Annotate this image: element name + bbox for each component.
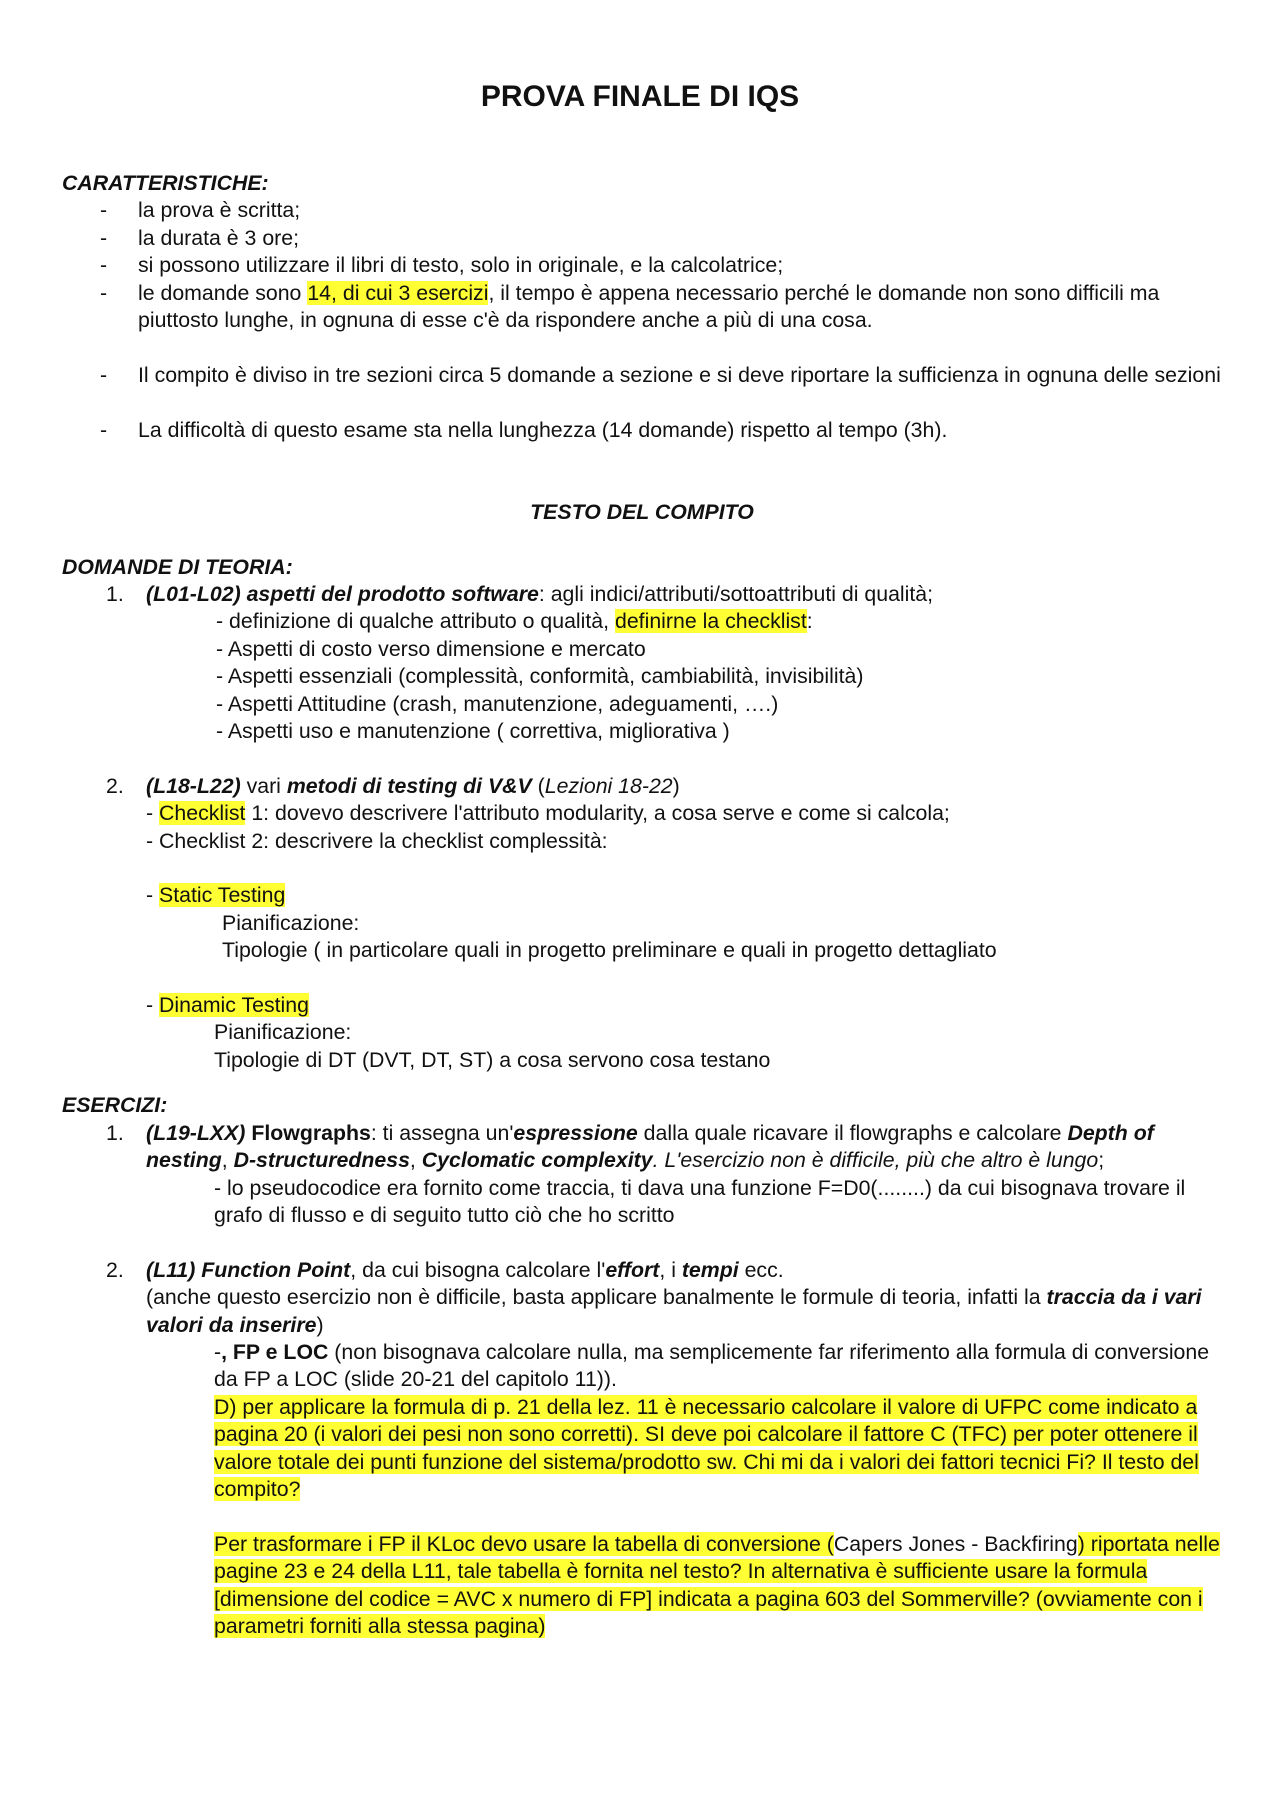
sub-item: - Aspetti essenziali (complessità, conformità, cambiabilità, invisibilità) — [216, 664, 864, 689]
text-span: ) — [672, 773, 680, 798]
sub-item: - Aspetti Attitudine (crash, manutenzione, adeguamenti, ….) — [216, 691, 779, 716]
highlighted-paragraph — [62, 1531, 1222, 1641]
list-item: - la durata è 3 ore; — [62, 225, 1222, 252]
sub-item: Tipologie ( in particolare quali in progetto preliminare e quali in progetto dettagliato — [222, 938, 997, 963]
lesson-code: (L19-LXX) — [146, 1120, 246, 1145]
text-span: , FP e LOC — [221, 1339, 329, 1364]
text-span: dalla quale ricavare il flowgraphs e calcolare — [637, 1120, 1068, 1145]
text-span: - definizione di qualche attributo o qualità, — [216, 609, 615, 634]
sub-item — [62, 992, 1222, 1019]
exercise-number: 2. — [106, 1257, 124, 1282]
lesson-code: (L18-L22) — [146, 773, 241, 798]
exercise-title: Flowgraphs — [245, 1120, 371, 1145]
text-span: . L'esercizio non è difficile, più che altro è lungo — [652, 1148, 1099, 1173]
text-span: , — [409, 1148, 422, 1173]
highlighted-text: Per trasformare i FP il KLoc devo usare la tabella di conversione ( — [214, 1531, 834, 1556]
exercise-number: 1. — [106, 1120, 124, 1145]
exercise-title: (L11) Function Point — [146, 1257, 351, 1282]
question-2 — [62, 773, 1222, 800]
list-item: - si possono utilizzare il libri di testo, solo in originale, e la calcolatrice; — [62, 252, 1222, 279]
list-item — [62, 280, 1222, 335]
text-span: ; — [1098, 1148, 1105, 1173]
text-span: , il tempo è appena necessario perché le domande non sono difficili ma piuttosto lunghe, in ognuna di esse c'è da rispondere anche a più di una cosa. — [138, 280, 1160, 333]
text-span: - — [146, 993, 160, 1018]
page-title: PROVA FINALE DI IQS — [480, 80, 800, 113]
text-span: - — [214, 1339, 222, 1364]
highlighted-text: D) per applicare la formula di p. 21 della lez. 11 è necessario calcolare il valore di UFPC come indicato a pagina 20 (i valori dei pesi non sono corretti). SI deve poi calcolare il fattore C (TFC) per poter ottenere il valore totale dei punti funzione del sistema/prodotto sw. Chi mi da i valori dei fattori tecnici Fi? Il testo del compito? — [214, 1394, 1199, 1501]
exercise-1 — [62, 1120, 1222, 1175]
text-span: Cyclomatic complexity — [421, 1148, 653, 1173]
text-span: : ti assegna un' — [370, 1120, 514, 1145]
text-span: vari — [240, 773, 287, 798]
sub-item — [62, 608, 1222, 635]
text-span: D-structuredness — [233, 1148, 410, 1173]
text-span: ecc. — [738, 1257, 784, 1282]
sub-item: - Aspetti di costo verso dimensione e mercato — [216, 636, 646, 661]
list-item: - La difficoltà di questo esame sta nella lunghezza (14 domande) rispetto al tempo (3h). — [62, 417, 1222, 444]
exercise-2 — [62, 1257, 1222, 1284]
highlighted-text: Dinamic Testing — [159, 993, 309, 1018]
document-body — [62, 170, 1222, 1640]
sub-item: - Aspetti uso e manutenzione ( correttiva, migliorativa ) — [216, 719, 730, 744]
text-span: (non bisognava calcolare nulla, ma semplicemente far riferimento alla formula di conversione da FP a LOC (slide 20-21 del capitolo 11)). — [214, 1339, 1210, 1392]
section-heading-esercizi: ESERCIZI: — [62, 1093, 168, 1118]
question-title: metodi di testing di V&V — [286, 773, 532, 798]
text-span: 1: dovevo descrivere l'attributo modularity, a cosa serve e come si calcola; — [245, 801, 950, 826]
text-span: Capers Jones - Backfiring — [833, 1531, 1078, 1556]
section-heading-teoria: DOMANDE DI TEORIA: — [62, 554, 293, 579]
text-span: effort — [605, 1257, 660, 1282]
text-span: : agli indici/attributi/sottoattributi di qualità; — [538, 582, 934, 607]
text-span: espressione — [513, 1120, 638, 1145]
text-span: , da cui bisogna calcolare l' — [350, 1257, 606, 1282]
text-span: : — [806, 609, 813, 634]
sub-item — [62, 800, 1222, 827]
text-span: Depth of nesting — [146, 1120, 1154, 1173]
text-span: - — [146, 801, 160, 826]
text-span: ) — [316, 1312, 324, 1337]
highlighted-text: 14, di cui 3 esercizi — [307, 280, 489, 305]
text-span: tempi — [681, 1257, 739, 1282]
text-span: ( — [531, 773, 545, 798]
question-title: aspetti del prodotto software — [240, 582, 539, 607]
highlighted-text: definirne la checklist — [614, 609, 807, 634]
text-span: Lezioni 18-22 — [544, 773, 673, 798]
sub-item: - lo pseudocodice era fornito come traccia, ti dava una funzione F=D0(........) da cui bisognava trovare il grafo di flusso e di seguito tutto ciò che ho scritto — [214, 1175, 1186, 1227]
text-span: le domande sono — [138, 280, 308, 305]
question-1 — [62, 581, 1222, 608]
text-span: (anche questo esercizio non è difficile, basta applicare banalmente le formule di teoria, infatti la — [146, 1285, 1047, 1310]
text-span: traccia da i vari valori da inserire — [146, 1285, 1202, 1337]
section-heading-caratteristiche: CARATTERISTICHE: — [62, 171, 269, 195]
text-span: , — [221, 1148, 234, 1173]
section-heading-testo: TESTO DEL COMPITO — [530, 499, 754, 524]
sub-item — [62, 882, 1222, 909]
question-number: 2. — [106, 773, 124, 798]
highlighted-text: Checklist — [159, 801, 246, 826]
list-item: - la prova è scritta; — [62, 197, 1222, 224]
sub-item: Tipologie di DT (DVT, DT, ST) a cosa servono cosa testano — [214, 1047, 771, 1072]
sub-item: - Checklist 2: descrivere la checklist complessità: — [146, 828, 608, 853]
highlighted-paragraph — [62, 1394, 1222, 1504]
sub-item: Pianificazione: — [222, 910, 360, 935]
sub-item — [62, 1339, 1222, 1394]
question-number: 1. — [106, 582, 124, 607]
highlighted-text: ) riportata nelle pagine 23 e 24 della L11, tale tabella è fornita nel testo? In alternativa è sufficiente usare la formula [dimensione del codice = AVC x numero di FP] indicata a pagina 603 del Sommerville? (ovviamente con i parametri forniti alla stessa pagina) — [214, 1531, 1220, 1638]
sub-item: Pianificazione: — [214, 1020, 352, 1045]
list-item: - Il compito è diviso in tre sezioni circa 5 domande a sezione e si deve riportare la sufficienza in ognuna delle sezioni — [62, 362, 1222, 389]
highlighted-text: Static Testing — [159, 883, 286, 908]
lesson-code: (L01-L02) — [146, 582, 241, 607]
text-span: , i — [659, 1257, 682, 1282]
paragraph — [62, 1284, 1222, 1339]
text-span: - — [146, 883, 160, 908]
